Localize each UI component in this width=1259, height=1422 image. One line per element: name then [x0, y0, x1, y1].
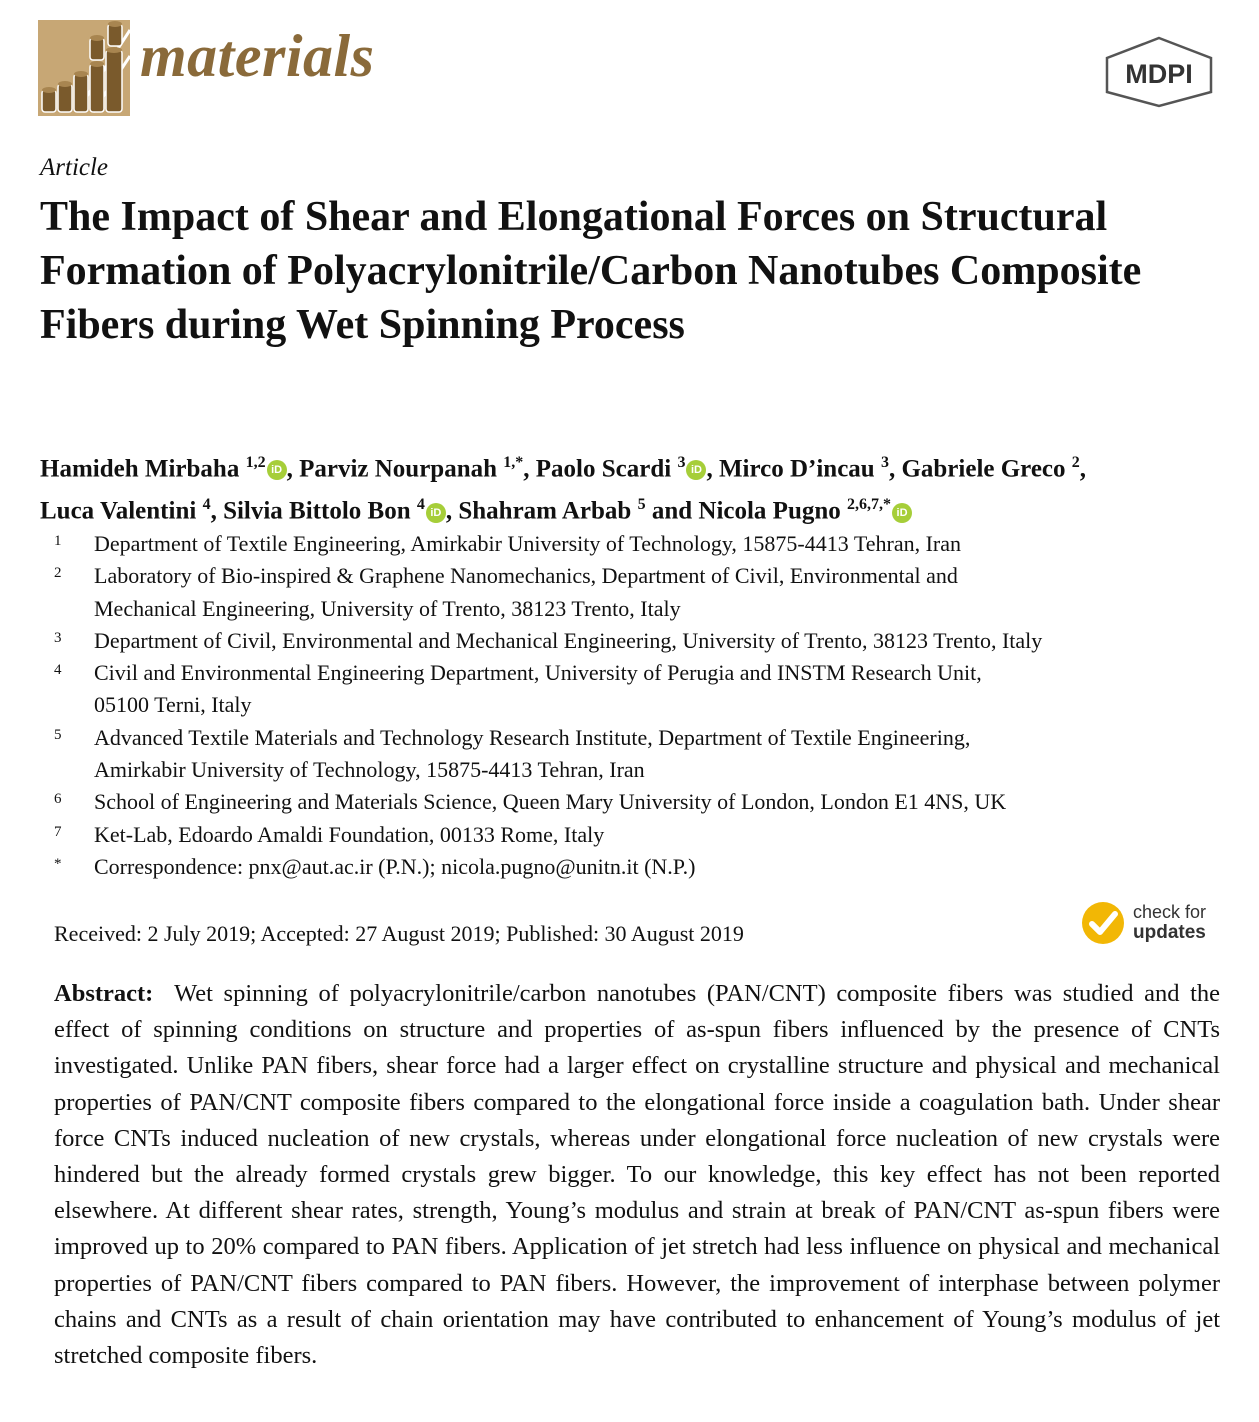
- check-for-updates-badge[interactable]: [1080, 900, 1230, 948]
- author-separator: ,: [706, 455, 719, 483]
- affiliation-item: [40, 851, 1240, 883]
- author-name[interactable]: Luca Valentini: [40, 497, 203, 525]
- check-updates-line1: check for: [1133, 902, 1207, 922]
- author-affiliation-ref[interactable]: 5: [637, 496, 646, 514]
- affiliation-text: Advanced Textile Materials and Technology Research Institute, Department of Textile Engineering, Amirkabir University of Technology, 15875-4413 Tehran, Iran: [94, 724, 971, 783]
- author-affiliation-ref[interactable]: 4: [416, 496, 425, 514]
- author-affiliation-ref[interactable]: 1,2: [245, 454, 266, 471]
- article-type: Article: [40, 154, 109, 181]
- author-name[interactable]: Shahram Arbab: [458, 497, 638, 525]
- author-name[interactable]: Paolo Scardi: [535, 455, 678, 483]
- author-separator: ,: [445, 497, 459, 525]
- author-name[interactable]: Hamideh Mirbaha: [40, 455, 246, 483]
- affiliation-text: Correspondence: pnx@aut.ac.ir (P.N.); nicola.pugno@unitn.it (N.P.): [94, 853, 696, 879]
- author-affiliation-ref[interactable]: 1,*: [503, 454, 524, 471]
- affiliation-item: [40, 722, 1240, 787]
- affiliation-number: 5: [54, 726, 62, 743]
- affiliation-item: [40, 657, 1240, 722]
- author-affiliation-ref[interactable]: 2: [1071, 454, 1080, 471]
- author-affiliation-ref[interactable]: 3: [880, 454, 889, 471]
- abstract-text: Wet spinning of polyacrylonitrile/carbon nanotubes (PAN/CNT) composite fibers was studied and the effect of spinning conditions on structure and properties of as-spun fibers influenced by the presence of CNTs investigated. Unlike PAN fibers, shear force had a larger effect on crystalline structure and physical and mechanical properties of PAN/CNT composite fibers compared to the elongational force inside a coagulation bath. Under shear force CNTs induced nucleation of new crystals, whereas under elongational force nucleation of new crystals were hindered but the already formed crystals grew bigger. To our knowledge, this key effect has not been reported elsewhere. At different shear rates, strength, Young’s modulus and strain at break of PAN/CNT as-spun fibers were improved up to 20% compared to PAN fibers. Application of jet stretch had less influence on physical and mechanical properties of PAN/CNT fibers compared to PAN fibers. However, the improvement of interphase between polymer chains and CNTs as a result of chain orientation may have contributed to enhancement of Young’s modulus of jet stretched composite fibers.: [54, 980, 1220, 1370]
- check-updates-icon: [1080, 900, 1126, 946]
- affiliation-text: Civil and Environmental Engineering Department, University of Perugia and INSTM Research Unit, 05100 Terni, Italy: [94, 660, 982, 718]
- affiliation-number: 1: [54, 533, 62, 549]
- affiliation-number: *: [54, 855, 62, 872]
- author-affiliation-ref[interactable]: 4: [202, 496, 211, 514]
- publisher-name: MDPI: [1125, 59, 1193, 89]
- author-name[interactable]: Parviz Nourpanah: [299, 455, 504, 483]
- author-name[interactable]: Silvia Bittolo Bon: [223, 497, 417, 525]
- journal-logo-icon: [38, 20, 130, 116]
- journal-logo: [38, 20, 130, 116]
- author-affiliation-ref[interactable]: 2,6,7,*: [847, 496, 892, 514]
- affiliation-text: Department of Textile Engineering, Amirkabir University of Technology, 15875-4413 Tehran, Iran: [94, 531, 962, 556]
- author-separator: ,: [210, 497, 224, 525]
- author-name[interactable]: Nicola Pugno: [698, 497, 848, 525]
- abstract: [54, 976, 1220, 1374]
- author-affiliation-ref[interactable]: 3: [677, 454, 686, 471]
- article-title: The Impact of Shear and Elongational Forces on Structural Formation of Polyacrylonitrile/Carbon Nanotubes Composite Fibers during Wet Spinning Process: [40, 194, 1142, 348]
- orcid-icon[interactable]: iD: [892, 503, 912, 523]
- check-updates-line2: updates: [1133, 922, 1206, 943]
- affiliation-text: Department of Civil, Environmental and Mechanical Engineering, University of Trento, 38123 Trento, Italy: [94, 627, 1043, 653]
- abstract-label: Abstract:: [54, 980, 154, 1007]
- orcid-icon[interactable]: iD: [426, 503, 446, 523]
- affiliation-text: Ket-Lab, Edoardo Amaldi Foundation, 00133 Rome, Italy: [94, 821, 605, 847]
- affiliation-number: 2: [54, 565, 62, 582]
- author-name[interactable]: Gabriele Greco: [901, 455, 1072, 483]
- affiliation-number: 4: [54, 662, 62, 679]
- orcid-icon[interactable]: iD: [686, 460, 706, 480]
- affiliation-list: [40, 528, 1240, 883]
- affiliation-text: School of Engineering and Materials Science, Queen Mary University of London, London E1 4NS, UK: [94, 789, 1007, 815]
- author-separator: ,: [888, 455, 902, 483]
- affiliation-number: 3: [54, 629, 62, 646]
- affiliation-item: [40, 560, 1240, 625]
- journal-name: materials: [140, 23, 375, 89]
- affiliation-text: Laboratory of Bio-inspired & Graphene Nanomechanics, Department of Civil, Environmental and Mechanical Engineering, University of Trento, 38123 Trento, Italy: [94, 563, 958, 621]
- affiliation-item: [40, 786, 1240, 818]
- affiliation-item: [40, 819, 1240, 851]
- author-name[interactable]: Mirco D’incau: [718, 455, 881, 483]
- mdpi-logo: [1103, 36, 1215, 108]
- author-separator: and: [645, 497, 699, 525]
- affiliation-item: [40, 528, 1240, 560]
- publication-dates: Received: 2 July 2019; Accepted: 27 August 2019; Published: 30 August 2019: [54, 921, 744, 946]
- affiliation-number: 7: [54, 823, 62, 840]
- author-separator: ,: [523, 455, 536, 483]
- author-list: [40, 445, 1240, 530]
- author-separator: ,: [286, 455, 300, 483]
- author-separator: ,: [1079, 455, 1087, 483]
- orcid-icon[interactable]: iD: [267, 460, 287, 480]
- affiliation-item: [40, 625, 1240, 657]
- affiliation-number: 6: [54, 791, 62, 808]
